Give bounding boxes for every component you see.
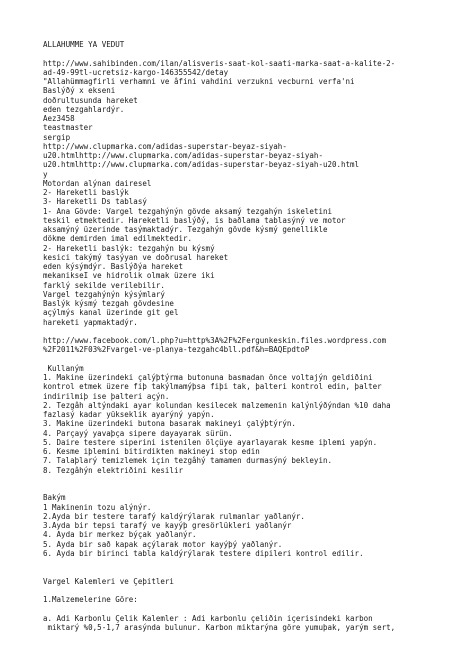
document-line: 3.Ayda bir tepsi tarafý ve kayýþ gresörlükleri yaðlanýr (43, 521, 292, 530)
document-line (43, 604, 468, 613)
document-line: Baslýðý x ekseni (43, 86, 116, 96)
document-line (43, 475, 468, 484)
document-line: Baslýk kýsmý tezgah gövdesine (43, 299, 174, 308)
document-line (43, 558, 468, 567)
document-line: 6. Ayda bir birinci tabla kaldýrýlarak testere dipileri kontrol edilir. (43, 548, 364, 558)
document-body (43, 40, 468, 632)
document-line (43, 327, 468, 336)
document-line: Vargel Kalemleri ve Çeþitleri (43, 576, 174, 586)
document-line: hareketi yapmaktadýr. (43, 317, 138, 327)
document-line: 6. Kesme iþlemini bitirdikten makineyi stop edin (43, 447, 260, 456)
document-line: 2- Hareketli baslýk (43, 188, 129, 197)
document-line: mekanikseI ve hidrolik olmak üzere iki (43, 271, 215, 281)
document-line: a. Adi Karbonlu Çelik Kalemler : Adi karbonlu çeliðin içerisindeki karbon (43, 613, 373, 623)
document-line: 2.Ayda bir testere tarafý kaldýrýlarak rulmanlar yaðlanýr. (43, 511, 305, 521)
document-line: ad-49-99tl-ucretsiz-kargo-146355542/detay (43, 67, 229, 77)
document-line: 5. Daire testere siperini istenilen ölçüye ayarlayarak kesme iþlemi yapýn. (43, 437, 378, 447)
document-line: y (43, 169, 48, 179)
document-line: 2- Hareketli baslýk: tezgahýn bu kýsmý (43, 243, 215, 253)
document-line: "Allahümmagfirli verhamni ve âfini vahdini verzukni vecburni verfa'ni (43, 77, 355, 86)
document-line: 5. Ayda bir sað kapak açýlarak motor kayýþý yaðlanýr. (43, 539, 283, 549)
document-line: ALLAHUMME YA VEDUT (43, 40, 125, 49)
document-line: 8. Tezgâhýn elektriðini kesilir (43, 465, 183, 475)
document-line (43, 355, 468, 364)
document-line (43, 49, 468, 58)
document-line: indirilmiþ ise þalteri açýn. (43, 391, 170, 401)
document-line: Kullaným (43, 363, 84, 373)
document-line: 4. Parçayý yavaþça sipere dayayarak sürün. (43, 428, 233, 438)
document-line: miktarý %0,5-1,7 arasýnda bulunur. Karbon miktarýna göre yumuþak, yarým sert, (43, 622, 396, 632)
document-line: farklý sekilde verilebilir. (43, 280, 165, 290)
document-line (43, 586, 468, 595)
document-line: eden tezgahlardýr. (43, 104, 125, 114)
document-line (43, 567, 468, 576)
document-line (43, 484, 468, 493)
document-line: u20.htmlhttp://www.clupmarka.com/adidas-superstar-beyaz-siyah- (43, 151, 323, 160)
document-line: %2F2011%2F03%2Fvargel-ve-planya-tezgahc4bll.pdf&h=BAQEpdtoP (43, 345, 310, 355)
document-line: 3- Hareketli Ds tablasý (43, 197, 147, 207)
document-line: 3. Makine üzerindeki butona basarak makineyi çalýþtýrýn. (43, 419, 296, 429)
document-line: sergip (43, 132, 71, 142)
document-line: u20.htmlhttp://www.clupmarka.com/adidas-superstar-beyaz-siyah-u20.html (43, 160, 360, 170)
document-line: Vargel tezgahýnýn kýsýmlarý (43, 289, 165, 299)
document-line: http://www.facebook.com/l.php?u=http%3A%2F%2Fergunkeskin.files.wordpress.com (43, 336, 387, 345)
document-line: kesici takýmý tasýyan ve doðrusal hareket (43, 252, 229, 262)
document-line: teastmaster (43, 123, 93, 133)
document-line: aksamýný üzerinde tasýmaktadýr. Tezgahýn gövde kýsmý genellikle (43, 225, 328, 234)
document-line: 1. Makine üzerindeki çalýþtýrma butonuna basmadan önce voltajýn geldiðini (43, 373, 373, 382)
document-line: eden kýsýmdýr. Baslýðýa hareket (43, 262, 183, 271)
document-line: Motordan alýnan dairesel (43, 178, 152, 188)
document-line: kontrol etmek üzere fiþ takýlmamýþsa fiþi tak, þalteri kontrol edin, þalter (43, 382, 382, 392)
document-line: http://www.sahibinden.com/ilan/alisveris-saat-kol-saati-marka-saat-a-kalite-2- (43, 58, 396, 68)
document-line: Bakým (43, 493, 66, 503)
document-line: teskil etmektedir. Hareketli baslýðý, is baðlama tablasýný ve motor (43, 215, 346, 225)
document-line: Aez3458 (43, 114, 75, 123)
document-line: açýlmýs kanal üzerinde git gel (43, 308, 179, 318)
document-line: http://www.clupmarka.com/adidas-superstar-beyaz-siyah- (43, 141, 287, 151)
document-line: 1 Makinenin tozu alýnýr. (43, 502, 152, 512)
document-line: dökme demirden imal edilmektedir. (43, 234, 193, 244)
document-line: 7. Talaþlarý temizlemek için tezgâhý tamamen durmasýný bekleyin. (43, 456, 332, 466)
document-line: 1- Ana Gövde: Vargel tezgahýnýn gövde aksamý tezgahýn iskeletini (43, 206, 332, 216)
document-line: 2. Tezgâh altýndaki ayar kolundan kesilecek malzemenin kalýnlýðýndan %10 daha (43, 400, 391, 410)
document-line: doðrultusunda hareket (43, 95, 138, 105)
document-line: fazlasý kadar yükseklik ayarýný yapýn. (43, 410, 215, 419)
document-line: 1.Malzemelerine Göre: (43, 595, 138, 604)
document-line: 4. Ayda bir merkez býçak yaðlanýr. (43, 530, 197, 540)
